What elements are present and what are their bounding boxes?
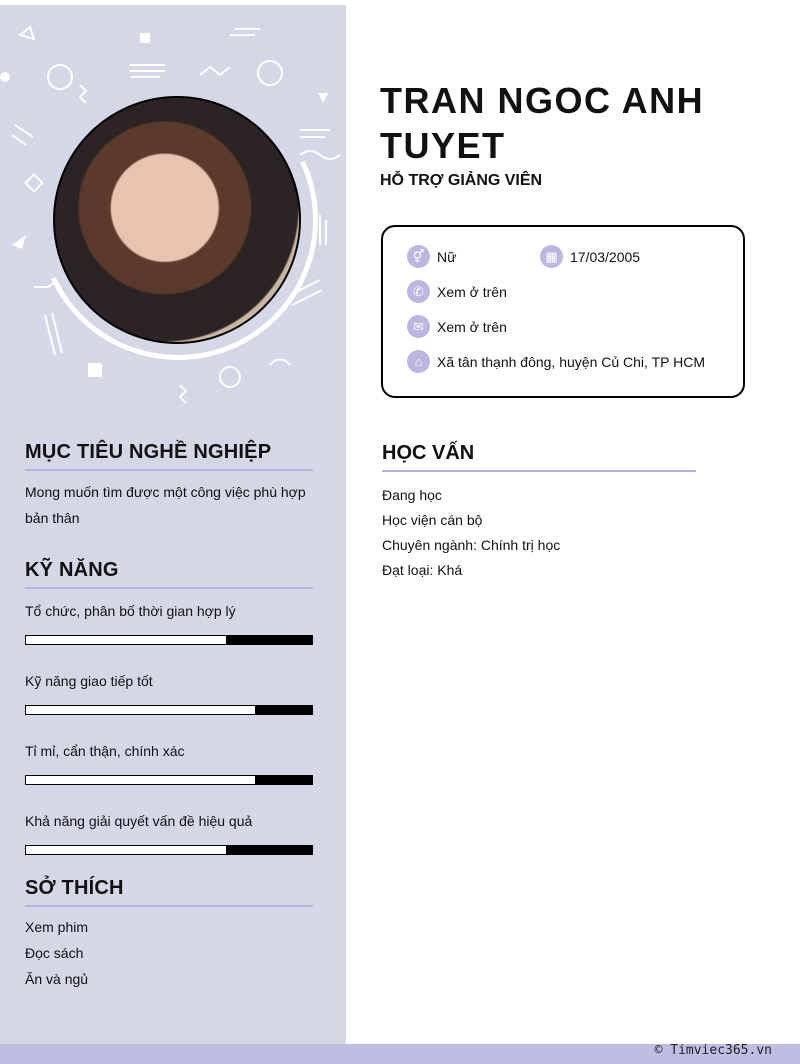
email-value: Xem ở trên	[437, 318, 507, 335]
birthday-row	[540, 245, 640, 268]
gender-row	[407, 245, 456, 268]
skill-item	[25, 671, 313, 715]
skills-section	[25, 559, 313, 855]
candidate-name: TRAN NGOC ANH TUYET	[380, 80, 705, 166]
skill-label: Khả năng giải quyết vấn đề hiệu quả	[25, 813, 253, 829]
address-row	[407, 350, 705, 373]
skill-item	[25, 741, 313, 785]
education-line: Đạt loại: Khá	[382, 562, 463, 578]
education-section	[382, 442, 696, 583]
skill-label: Tổ chức, phân bố thời gian hợp lý	[25, 603, 236, 619]
skill-level-fill	[26, 636, 226, 644]
skill-item	[25, 601, 313, 645]
objective-section	[25, 441, 313, 531]
birthday-value: 17/03/2005	[570, 248, 641, 265]
hobbies-section	[25, 877, 313, 992]
hobby-item: Xem phim	[25, 919, 89, 935]
skills-title: KỸ NĂNG	[25, 559, 313, 589]
calendar-icon: ▦	[540, 245, 563, 268]
skill-level-bar	[25, 845, 313, 855]
objective-title: MỤC TIÊU NGHỀ NGHIỆP	[25, 441, 313, 471]
address-value: Xã tân thạnh đông, huyện Củ Chi, TP HCM	[437, 353, 705, 370]
phone-value: Xem ở trên	[437, 283, 507, 300]
gender-value: Nữ	[437, 248, 457, 265]
candidate-position: HỖ TRỢ GIẢNG VIÊN	[380, 172, 543, 189]
skill-item	[25, 811, 313, 855]
contact-card	[381, 225, 745, 398]
education-line: Học viện cán bộ	[382, 512, 483, 528]
education-title: HỌC VẤN	[382, 442, 696, 472]
mail-icon: ✉	[407, 315, 430, 338]
phone-icon: ✆	[407, 280, 430, 303]
skill-label: Kỹ năng giao tiếp tốt	[25, 673, 153, 689]
email-row	[407, 315, 507, 338]
skill-level-fill	[26, 846, 226, 854]
hobbies-title: SỞ THÍCH	[25, 877, 313, 907]
footer-bar	[0, 1044, 800, 1064]
skill-level-bar	[25, 775, 313, 785]
skill-level-fill	[26, 706, 255, 714]
skill-label: Tỉ mỉ, cẩn thận, chính xác	[25, 743, 185, 759]
gender-icon: ⚥	[407, 245, 430, 268]
skill-level-fill	[26, 776, 255, 784]
home-icon: ⌂	[407, 350, 430, 373]
phone-row	[407, 280, 507, 303]
hobby-item: Đọc sách	[25, 945, 84, 961]
footer-credit: © Timviec365.vn	[654, 1043, 772, 1058]
objective-text: Mong muốn tìm được một công việc phù hợp bản thân	[25, 484, 306, 526]
education-line: Chuyên ngành: Chính trị học	[382, 537, 561, 553]
profile-photo	[53, 96, 301, 344]
education-line: Đang học	[382, 487, 442, 503]
skill-level-bar	[25, 705, 313, 715]
hobby-item: Ăn và ngủ	[25, 971, 89, 987]
skill-level-bar	[25, 635, 313, 645]
